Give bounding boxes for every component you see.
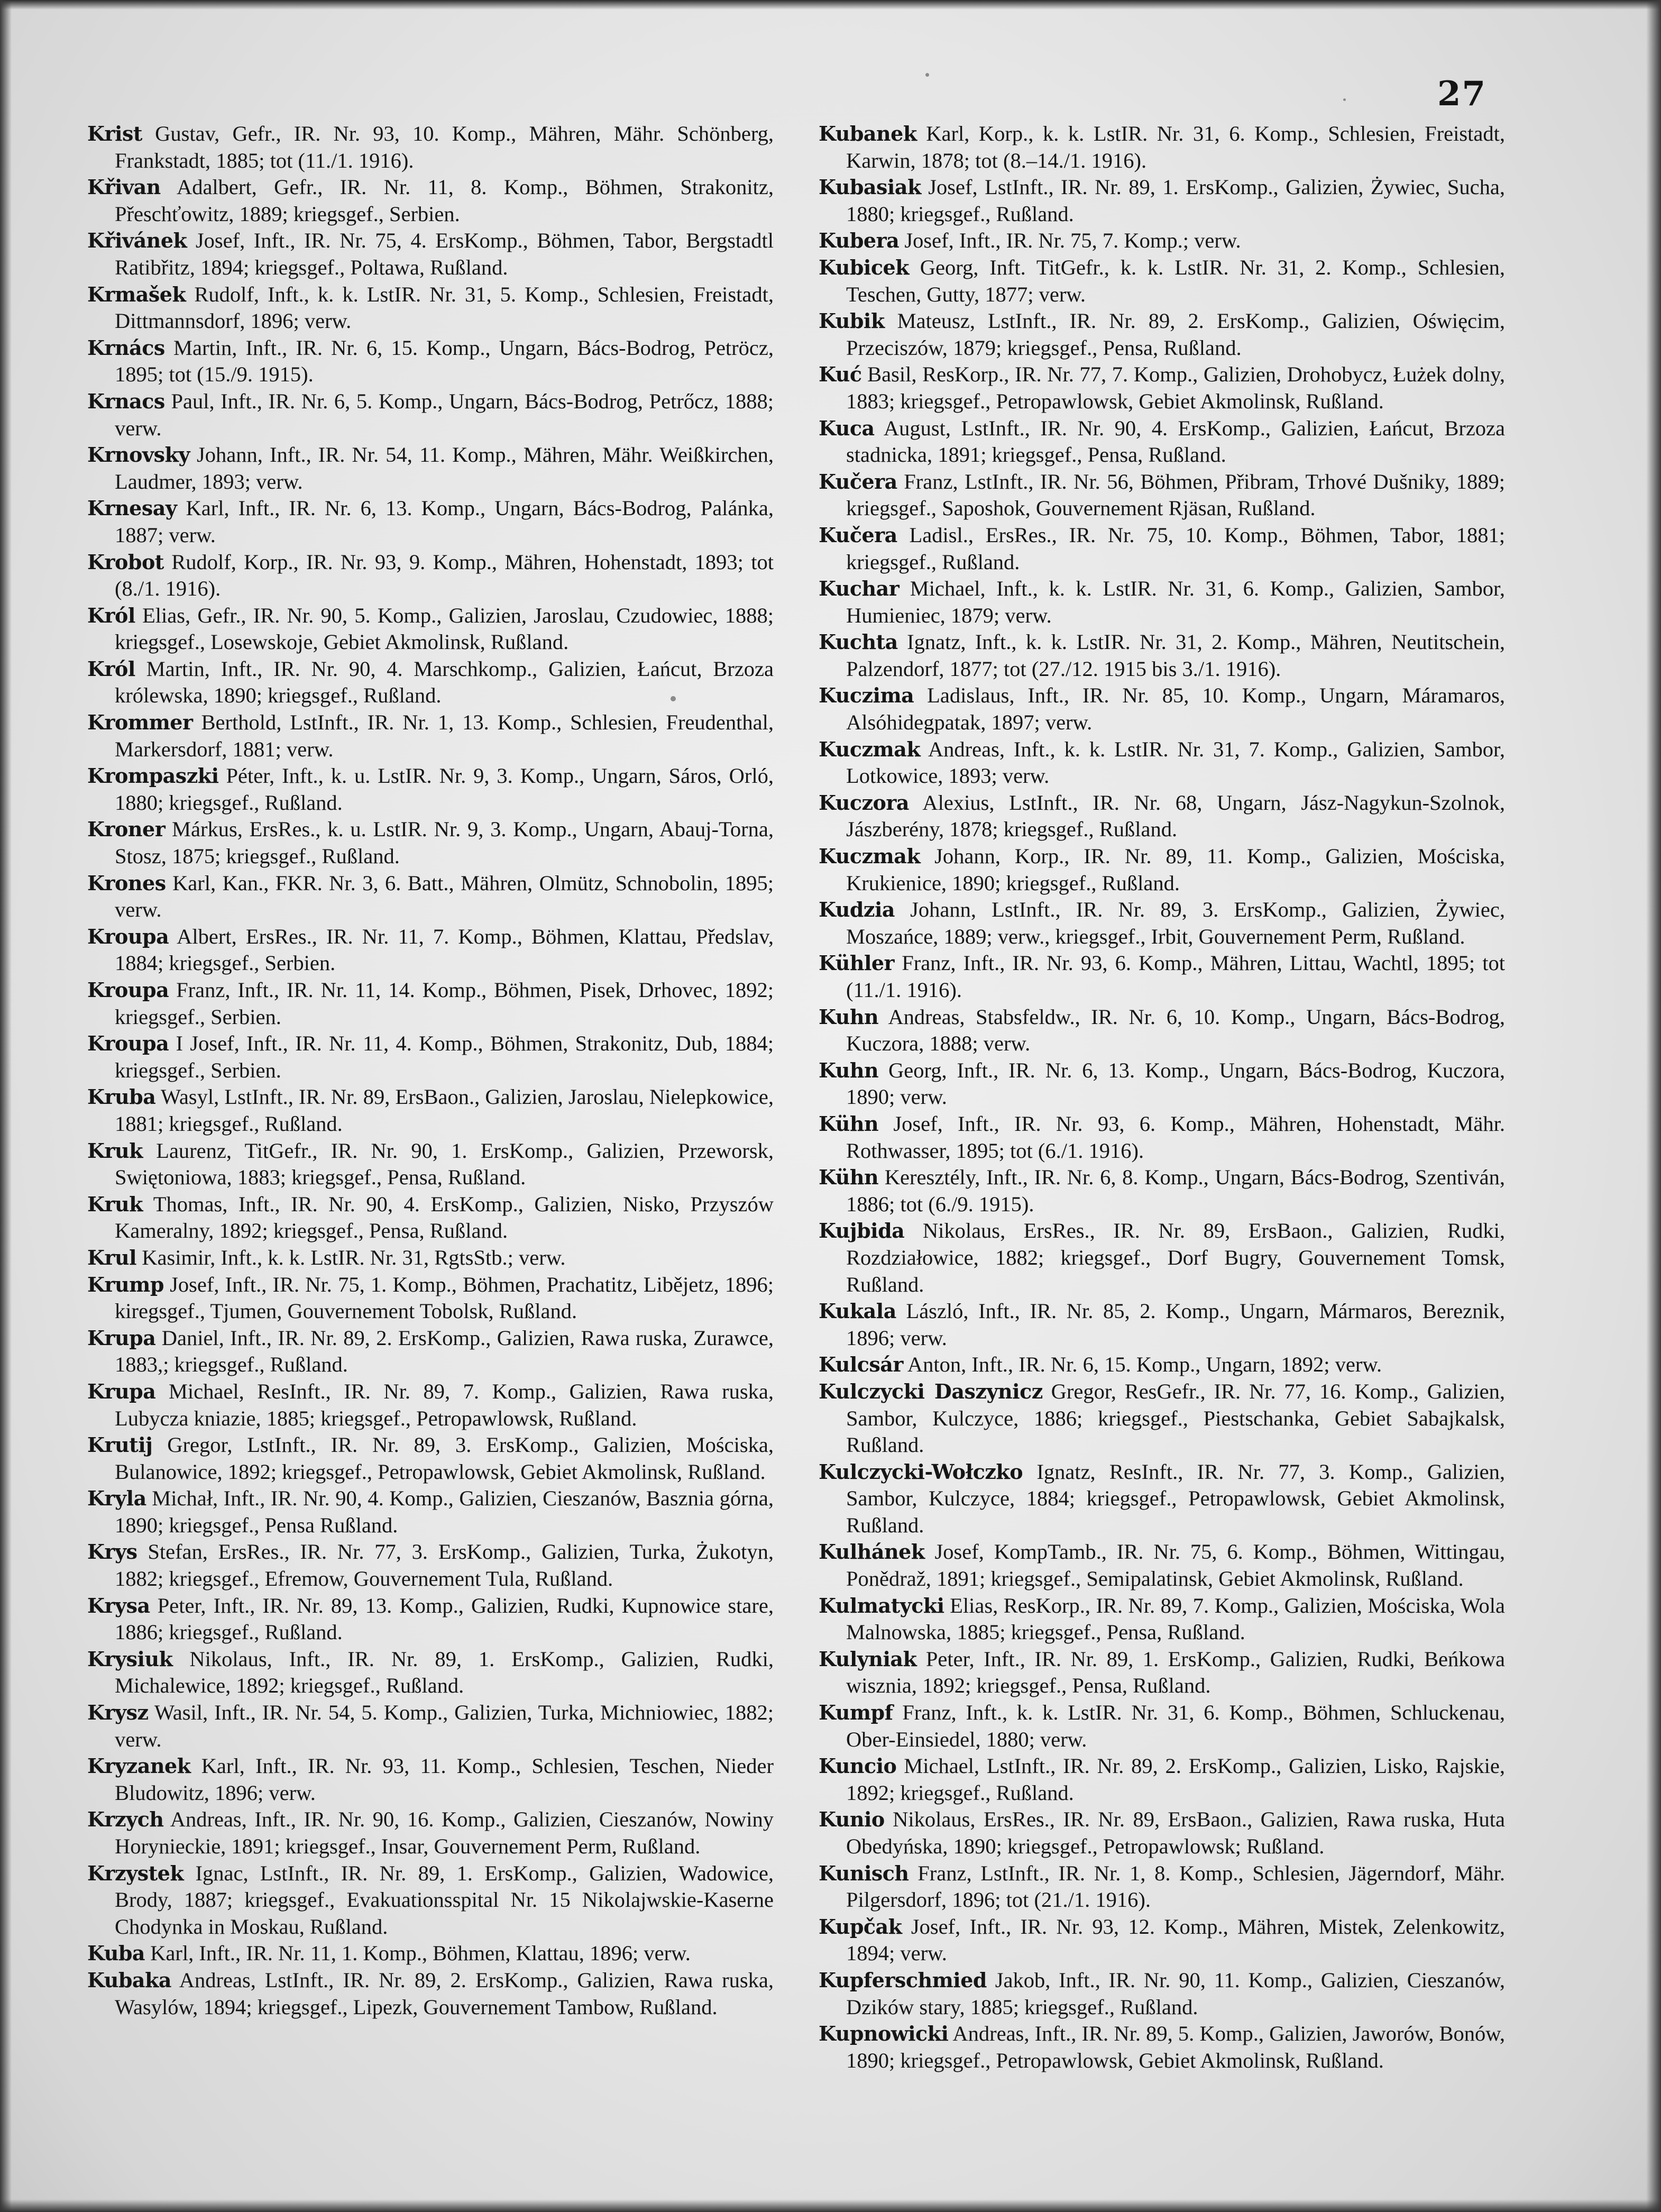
entry-details: Franz, LstInft., IR. Nr. 1, 8. Komp., Schlesien, Jägerndorf, Mähr. Pilgersdorf, 1896; tot (21./1. 1916). — [846, 1861, 1505, 1912]
entry-surname: Kubanek — [819, 122, 917, 145]
entry-details: Daniel, Inft., IR. Nr. 89, 2. ErsKomp., Galizien, Rawa ruska, Zurawce, 1883,; kriegsgef., Rußland. — [115, 1326, 774, 1377]
entry-details: Johann, Korp., IR. Nr. 89, 11. Komp., Galizien, Mościska, Krukienice, 1890; kriegsgef., Rußland. — [846, 844, 1505, 895]
register-entry — [87, 816, 774, 870]
register-entry — [819, 1378, 1505, 1459]
register-entry — [87, 1191, 774, 1245]
entry-details: Stefan, ErsRes., IR. Nr. 77, 3. ErsKomp., Galizien, Turka, Żukotyn, 1882; kriegsgef., Efremow, Gouvernement Tula, Rußland. — [115, 1540, 774, 1591]
register-entry — [87, 121, 774, 174]
register-entry — [819, 308, 1505, 361]
register-entry — [819, 897, 1505, 950]
entry-details: August, LstInft., IR. Nr. 90, 4. ErsKomp., Galizien, Łańcut, Brzoza stadnicka, 1891; kriegsgef., Pensa, Rußland. — [846, 416, 1506, 467]
entry-surname: Krompaszki — [87, 764, 219, 788]
entry-details: Mateusz, LstInft., IR. Nr. 89, 2. ErsKomp., Galizien, Oświęcim, Przeciszów, 1879; kriegsgef., Pensa, Rußland. — [846, 309, 1505, 360]
register-entry — [87, 1860, 774, 1941]
register-entry — [87, 281, 774, 335]
entry-details: Jakob, Inft., IR. Nr. 90, 11. Komp., Galizien, Cieszanów, Dzików stary, 1885; kriegsgef., Rußland. — [846, 1968, 1506, 2019]
register-entry — [819, 174, 1505, 227]
entry-surname: Krobot — [87, 550, 164, 574]
scan-border-top — [0, 0, 1661, 10]
register-entry — [87, 1432, 774, 1485]
entry-details: Franz, LstInft., IR. Nr. 56, Böhmen, Přibram, Trhové Dušniky, 1889; kriegsgef., Saposhok, Gouvernement Rjäsan, Rußland. — [846, 469, 1506, 520]
entry-surname: Kukala — [819, 1299, 896, 1323]
entry-details: Andreas, LstInft., IR. Nr. 89, 2. ErsKomp., Galizien, Rawa ruska, Wasylów, 1894; kriegsgef., Lipezk, Gouvernement Tambow, Rußland. — [115, 1968, 774, 2019]
register-entry — [819, 950, 1505, 1003]
register-entry — [819, 1699, 1505, 1753]
entry-surname: Kujbida — [819, 1219, 905, 1243]
register-entry — [819, 843, 1505, 897]
entry-surname: Kulczycki Daszynicz — [819, 1379, 1043, 1403]
entry-details: Franz, Inft., IR. Nr. 11, 14. Komp., Böhmen, Pisek, Drhovec, 1892; kriegsgef., Serbien. — [115, 978, 774, 1029]
entry-details: Georg, Inft., IR. Nr. 6, 13. Komp., Ungarn, Bács-Bodrog, Kuczora, 1890; verw. — [846, 1058, 1506, 1109]
register-entry — [819, 1111, 1505, 1164]
entry-details: Johann, LstInft., IR. Nr. 89, 3. ErsKomp., Galizien, Żywiec, Moszańce, 1889; verw., kriegsgef., Irbit, Gouvernement Perm, Rußland. — [846, 898, 1506, 948]
entry-details: Alexius, LstInft., IR. Nr. 68, Ungarn, Jász-Nagykun-Szolnok, Jászberény, 1878; kriegsgef., Rußland. — [846, 790, 1505, 842]
entry-details: Márkus, ErsRes., k. u. LstIR. Nr. 9, 3. Komp., Ungarn, Abauj-Torna, Stosz, 1875; kriegsgef., Rußland. — [115, 817, 774, 869]
entry-surname: Kubik — [819, 309, 885, 333]
register-entry — [87, 1593, 774, 1646]
register-entry — [819, 1914, 1505, 1967]
entry-details: Gregor, LstInft., IR. Nr. 89, 3. ErsKomp., Galizien, Mościska, Bulanowice, 1892; kriegsgef., Petropawlowsk, Gebiet Akmolinsk, Rußland. — [115, 1433, 774, 1484]
register-entry — [87, 1940, 774, 1967]
entry-surname: Kulczycki-Wołczko — [819, 1459, 1023, 1484]
entry-details: Paul, Inft., IR. Nr. 6, 5. Komp., Ungarn, Bács-Bodrog, Petrőcz, 1888; verw. — [115, 389, 774, 440]
entry-surname: Křivan — [87, 175, 161, 199]
register-entry — [819, 1351, 1505, 1378]
entry-details: Josef, LstInft., IR. Nr. 89, 1. ErsKomp., Galizien, Żywiec, Sucha, 1880; kriegsgef., Rußland. — [846, 175, 1505, 226]
register-entry — [87, 924, 774, 977]
register-entry — [87, 656, 774, 709]
register-entry — [819, 1004, 1505, 1057]
register-entry — [87, 1325, 774, 1378]
entry-surname: Kupferschmied — [819, 1968, 987, 1992]
entry-details: László, Inft., IR. Nr. 85, 2. Komp., Ungarn, Mármaros, Bereznik, 1896; verw. — [846, 1299, 1506, 1350]
register-entry — [87, 495, 774, 549]
entry-details: Wasyl, LstInft., IR. Nr. 89, ErsBaon., Galizien, Jaroslau, Nielepkowice, 1881; kriegsgef., Rußland. — [115, 1085, 774, 1136]
register-entry — [819, 629, 1505, 682]
entry-surname: Kroupa — [87, 924, 169, 948]
entry-details: Kasimir, Inft., k. k. LstIR. Nr. 31, RgtsStb.; verw. — [142, 1245, 566, 1269]
register-entry — [819, 682, 1505, 736]
register-entry — [87, 388, 774, 442]
register-entry — [87, 1485, 774, 1539]
scan-border-bottom — [0, 2199, 1661, 2212]
register-entry — [819, 790, 1505, 843]
entry-surname: Kuncio — [819, 1754, 897, 1778]
entry-surname: Kuca — [819, 416, 875, 440]
entry-details: Thomas, Inft., IR. Nr. 90, 4. ErsKomp., Galizien, Nisko, Przyszów Kameralny, 1892; kriegsgef., Pensa, Rußland. — [115, 1192, 774, 1243]
entry-details: Gregor, ResGefr., IR. Nr. 77, 16. Komp., Galizien, Sambor, Kulczyce, 1886; kriegsgef., Piestschanka, Gebiet Sabajkalsk, Rußland. — [846, 1379, 1505, 1457]
register-entry — [819, 121, 1505, 174]
entry-surname: Krysz — [87, 1701, 149, 1725]
entry-details: Karl, Inft., IR. Nr. 93, 11. Komp., Schlesien, Teschen, Nieder Bludowitz, 1896; verw. — [115, 1754, 774, 1805]
entry-surname: Kruba — [87, 1085, 156, 1109]
paper-speck — [1343, 98, 1346, 101]
entry-surname: Krnovsky — [87, 443, 190, 467]
entry-surname: Kuhn — [819, 1004, 879, 1029]
register-entry — [87, 1245, 774, 1272]
entry-details: Ignatz, ResInft., IR. Nr. 77, 3. Komp., Galizien, Sambor, Kulczyce, 1884; kriegsgef., Petropawlowsk, Gebiet Akmolinsk, Rußland. — [846, 1459, 1505, 1537]
entry-surname: Kulhánek — [819, 1540, 925, 1564]
register-entry — [819, 736, 1505, 790]
entry-surname: Krul — [87, 1245, 137, 1269]
entry-details: Josef, Inft., IR. Nr. 93, 6. Komp., Mähren, Hohenstadt, Mähr. Rothwasser, 1895; tot (6./1. 1916). — [846, 1111, 1505, 1163]
register-entry — [87, 870, 774, 924]
entry-surname: Krysiuk — [87, 1647, 173, 1671]
entry-surname: Kryzanek — [87, 1754, 191, 1778]
entry-details: Karl, Kan., FKR. Nr. 3, 6. Batt., Mähren, Olmütz, Schnobolin, 1895; verw. — [115, 871, 774, 922]
entry-details: Michael, ResInft., IR. Nr. 89, 7. Komp., Galizien, Rawa ruska, Lubycza kniazie, 1885; kriegsgef., Petropawlowsk, Rußland. — [115, 1379, 774, 1430]
entry-details: Basil, ResKorp., IR. Nr. 77, 7. Komp., Galizien, Drohobycz, Łużek dolny, 1883; kriegsgef., Petropawlowsk, Gebiet Akmolinsk, Rußland. — [846, 362, 1505, 413]
entry-details: Andreas, Inft., IR. Nr. 90, 16. Komp., Galizien, Cieszanów, Nowiny Horynieckie, 1891; kriegsgef., Insar, Gouvernement Perm, Rußland. — [115, 1807, 774, 1858]
entry-surname: Kuczmak — [819, 844, 921, 869]
entry-surname: Kubasiak — [819, 175, 921, 199]
entry-details: Keresztély, Inft., IR. Nr. 6, 8. Komp., Ungarn, Bács-Bodrog, Szentiván, 1886; tot (6./9. 1915). — [846, 1165, 1505, 1216]
register-entry — [87, 1084, 774, 1137]
entry-details: Andreas, Inft., IR. Nr. 89, 5. Komp., Galizien, Jaworów, Bonów, 1890; kriegsgef., Petropawlowsk, Gebiet Akmolinsk, Rußland. — [846, 2022, 1506, 2072]
entry-details: Michael, Inft., k. k. LstIR. Nr. 31, 6. Komp., Galizien, Sambor, Humieniec, 1879; verw. — [846, 577, 1505, 627]
register-entry — [87, 1138, 774, 1191]
register-entry — [819, 1218, 1505, 1298]
entry-details: Laurenz, TitGefr., IR. Nr. 90, 1. ErsKomp., Galizien, Przeworsk, Swiętoniowa, 1883; kriegsgef., Pensa, Rußland. — [115, 1138, 774, 1190]
entry-surname: Król — [87, 603, 135, 627]
register-entry — [87, 335, 774, 388]
entry-surname: Kuchta — [819, 630, 898, 654]
register-entry — [819, 1593, 1505, 1646]
entry-details: Josef, Inft., IR. Nr. 93, 12. Komp., Mähren, Mistek, Zelenkowitz, 1894; verw. — [846, 1914, 1506, 1966]
entry-surname: Kunio — [819, 1807, 885, 1832]
entry-surname: Kudzia — [819, 898, 895, 922]
register-entry — [819, 227, 1505, 254]
entry-surname: Kučera — [819, 523, 897, 547]
scan-border-right — [1646, 0, 1661, 2212]
entry-details: Ignac, LstInft., IR. Nr. 89, 1. ErsKomp., Galizien, Wadowice, Brody, 1887; kriegsgef., Evakuationsspital Nr. 15 Nikolajwskie-Kaserne Chodynka in Moskau, Rußland. — [115, 1861, 774, 1939]
entry-details: Nikolaus, ErsRes., IR. Nr. 89, ErsBaon., Galizien, Rudki, Rozdziałowice, 1882; kriegsgef., Dorf Bugry, Gouvernement Tomsk, Rußland. — [846, 1219, 1506, 1296]
register-entry — [87, 174, 774, 227]
entry-details: Johann, Inft., IR. Nr. 54, 11. Komp., Mähren, Mähr. Weißkirchen, Laudmer, 1893; verw. — [115, 443, 774, 493]
scan-border-left — [0, 0, 12, 2212]
entry-details: Peter, Inft., IR. Nr. 89, 13. Komp., Galizien, Rudki, Kupnowice stare, 1886; kriegsgef., Rußland. — [115, 1593, 774, 1644]
entry-surname: Kunisch — [819, 1861, 909, 1885]
entry-surname: Kumpf — [819, 1701, 893, 1725]
entry-details: Berthold, LstInft., IR. Nr. 1, 13. Komp., Schlesien, Freudenthal, Markersdorf, 1881; verw. — [115, 710, 774, 761]
entry-surname: Kuczima — [819, 683, 914, 708]
register-entry — [87, 1967, 774, 2021]
register-entry — [819, 1806, 1505, 1860]
entry-surname: Kühler — [819, 951, 895, 975]
register-entry — [87, 1646, 774, 1699]
entry-surname: Kuć — [819, 362, 862, 387]
entry-surname: Kroupa — [87, 1031, 169, 1056]
entry-surname: Krutij — [87, 1433, 153, 1457]
entry-surname: Kulmatycki — [819, 1593, 944, 1617]
register-entry — [819, 575, 1505, 629]
entry-surname: Kuczora — [819, 790, 910, 815]
entry-surname: Kryla — [87, 1486, 146, 1511]
register-entry — [819, 1164, 1505, 1218]
entry-details: Josef, Inft., IR. Nr. 75, 7. Komp.; verw. — [904, 228, 1241, 253]
entry-surname: Krysa — [87, 1593, 150, 1617]
register-entry — [819, 522, 1505, 575]
register-entry — [819, 361, 1505, 415]
entry-surname: Krzych — [87, 1807, 164, 1832]
register-entry — [87, 227, 774, 281]
entry-surname: Kroner — [87, 817, 166, 842]
entry-details: Karl, Inft., IR. Nr. 11, 1. Komp., Böhmen, Klattau, 1896; verw. — [150, 1941, 691, 1966]
entry-surname: Krump — [87, 1272, 164, 1296]
entry-details: Martin, Inft., IR. Nr. 90, 4. Marschkomp., Galizien, Łańcut, Brzoza królewska, 1890; kriegsgef., Rußland. — [115, 656, 774, 708]
entry-details: Elias, Gefr., IR. Nr. 90, 5. Komp., Galizien, Jaroslau, Czudowiec, 1888; kriegsgef., Losewskoje, Gebiet Akmolinsk, Rußland. — [115, 603, 774, 654]
entry-surname: Krnács — [87, 335, 165, 360]
register-entry — [819, 1539, 1505, 1592]
entry-surname: Kučera — [819, 469, 897, 493]
entry-surname: Krones — [87, 871, 166, 895]
entry-details: Ladisl., ErsRes., IR. Nr. 75, 10. Komp., Böhmen, Tabor, 1881; kriegsgef., Rußland. — [846, 523, 1505, 574]
entry-details: Ladislaus, Inft., IR. Nr. 85, 10. Komp., Ungarn, Máramaros, Alsóhidegpatak, 1897; verw. — [846, 683, 1505, 735]
entry-details: Josef, KompTamb., IR. Nr. 75, 6. Komp., Böhmen, Wittingau, Ponědraž, 1891; kriegsgef., Semipalatinsk, Gebiet Akmolinsk, Rußland. — [846, 1540, 1505, 1591]
entry-surname: Krys — [87, 1540, 137, 1564]
entry-details: Rudolf, Korp., IR. Nr. 93, 9. Komp., Mähren, Hohenstadt, 1893; tot (8./1. 1916). — [115, 550, 774, 601]
entry-details: Franz, Inft., k. k. LstIR. Nr. 31, 6. Komp., Böhmen, Schluckenau, Ober-Einsiedel, 1880; verw. — [846, 1701, 1505, 1751]
register-entry — [819, 1860, 1505, 1914]
entry-surname: Kubicek — [819, 255, 909, 279]
entry-surname: Kühn — [819, 1165, 879, 1190]
entry-surname: Kupčak — [819, 1914, 902, 1939]
register-entry — [819, 1459, 1505, 1539]
entry-details: Elias, ResKorp., IR. Nr. 89, 7. Komp., Galizien, Mościska, Wola Malnowska, 1885; kriegsgef., Pensa, Rußland. — [846, 1593, 1505, 1644]
page-number: 27 — [1437, 74, 1486, 114]
entry-surname: Kubera — [819, 228, 900, 253]
entry-surname: Król — [87, 656, 135, 681]
entry-surname: Krupa — [87, 1379, 156, 1403]
entry-surname: Kühn — [819, 1111, 879, 1136]
register-entry — [819, 1646, 1505, 1699]
register-entry — [87, 1539, 774, 1592]
entry-details: Karl, Inft., IR. Nr. 6, 13. Komp., Ungarn, Bács-Bodrog, Palánka, 1887; verw. — [115, 496, 774, 547]
entry-surname: Krzystek — [87, 1861, 184, 1885]
entry-details: Michał, Inft., IR. Nr. 90, 4. Komp., Galizien, Cieszanów, Basznia górna, 1890; kriegsgef., Pensa Rußland. — [115, 1486, 774, 1537]
entry-details: Péter, Inft., k. u. LstIR. Nr. 9, 3. Komp., Ungarn, Sáros, Orló, 1880; kriegsgef., Rußland. — [115, 764, 774, 815]
entry-surname: Krnacs — [87, 389, 165, 413]
entry-details: Andreas, Stabsfeldw., IR. Nr. 6, 10. Komp., Ungarn, Bács-Bodrog, Kuczora, 1888; verw. — [846, 1004, 1506, 1056]
entry-details: Franz, Inft., IR. Nr. 93, 6. Komp., Mähren, Littau, Wachtl, 1895; tot (11./1. 1916). — [846, 951, 1505, 1002]
entry-details: I Josef, Inft., IR. Nr. 11, 4. Komp., Böhmen, Strakonitz, Dub, 1884; kriegsgef., Serbien. — [115, 1031, 774, 1082]
entry-details: Georg, Inft. TitGefr., k. k. LstIR. Nr. 31, 2. Komp., Schlesien, Teschen, Gutty, 1877; verw. — [846, 255, 1505, 306]
entry-details: Nikolaus, Inft., IR. Nr. 89, 1. ErsKomp., Galizien, Rudki, Michalewice, 1892; kriegsgef., Rußland. — [115, 1647, 774, 1698]
register-entry — [87, 1753, 774, 1806]
entry-details: Nikolaus, ErsRes., IR. Nr. 89, ErsBaon., Galizien, Rawa ruska, Huta Obedyńska, 1890; kriegsgef., Petropawlowsk; Rußland. — [846, 1807, 1505, 1858]
entry-surname: Kubaka — [87, 1968, 171, 1992]
register-entry — [819, 1753, 1505, 1806]
entry-details: Wasil, Inft., IR. Nr. 54, 5. Komp., Galizien, Turka, Michniowiec, 1882; verw. — [115, 1701, 774, 1751]
right-column — [819, 121, 1505, 2074]
entry-details: Rudolf, Inft., k. k. LstIR. Nr. 31, 5. Komp., Schlesien, Freistadt, Dittmannsdorf, 1896; verw. — [115, 282, 774, 333]
register-entry — [819, 1967, 1505, 2021]
entry-surname: Kupnowicki — [819, 2022, 949, 2046]
entry-surname: Křivánek — [87, 228, 187, 253]
register-entry — [87, 442, 774, 495]
entry-surname: Kuhn — [819, 1058, 879, 1082]
register-entry — [819, 1057, 1505, 1111]
register-entry — [819, 469, 1505, 522]
register-entry — [87, 1699, 774, 1753]
entry-surname: Kuchar — [819, 577, 900, 601]
register-entry — [87, 1378, 774, 1432]
entry-surname: Kuczmak — [819, 737, 921, 761]
left-column — [87, 121, 774, 2021]
entry-details: Ignatz, Inft., k. k. LstIR. Nr. 31, 2. Komp., Mähren, Neutitschein, Palzendorf, 1877; tot (27./12. 1915 bis 3./1. 1916). — [846, 630, 1505, 681]
entry-details: Martin, Inft., IR. Nr. 6, 15. Komp., Ungarn, Bács-Bodrog, Petröcz, 1895; tot (15./9. 1915). — [115, 335, 774, 387]
register-entry — [87, 1272, 774, 1325]
entry-surname: Krommer — [87, 710, 193, 735]
register-entry — [87, 763, 774, 816]
register-entry — [819, 415, 1505, 469]
register-entry — [87, 549, 774, 602]
entry-details: Andreas, Inft., k. k. LstIR. Nr. 31, 7. Komp., Galizien, Sambor, Lotkowice, 1893; verw. — [846, 737, 1506, 788]
entry-surname: Kruk — [87, 1192, 143, 1216]
entry-details: Karl, Korp., k. k. LstIR. Nr. 31, 6. Komp., Schlesien, Freistadt, Karwin, 1878; tot (8.–14./1. 1916). — [846, 122, 1505, 172]
entry-details: Gustav, Gefr., IR. Nr. 93, 10. Komp., Mähren, Mähr. Schönberg, Frankstadt, 1885; tot (11./1. 1916). — [115, 122, 774, 172]
entry-surname: Krmašek — [87, 282, 186, 306]
entry-details: Anton, Inft., IR. Nr. 6, 15. Komp., Ungarn, 1892; verw. — [907, 1352, 1382, 1377]
entry-surname: Kroupa — [87, 978, 169, 1002]
entry-surname: Kruk — [87, 1138, 143, 1163]
entry-surname: Kulyniak — [819, 1647, 917, 1671]
entry-surname: Krupa — [87, 1326, 156, 1350]
entry-details: Adalbert, Gefr., IR. Nr. 11, 8. Komp., Böhmen, Strakonitz, Přeschťowitz, 1889; kriegsgef., Serbien. — [115, 175, 774, 226]
register-entry — [87, 1030, 774, 1084]
entry-surname: Kulcsár — [819, 1352, 903, 1377]
entry-surname: Kuba — [87, 1941, 145, 1966]
entry-surname: Krist — [87, 122, 142, 145]
register-entry — [87, 1806, 774, 1860]
entry-details: Josef, Inft., IR. Nr. 75, 1. Komp., Böhmen, Prachatitz, Liběјetz, 1896; kiregsgef., Tjumen, Gouvernement Tobolsk, Rußland. — [115, 1272, 774, 1323]
register-entry — [87, 709, 774, 763]
register-entry — [819, 1298, 1505, 1351]
register-entry — [819, 2021, 1505, 2074]
entry-details: Albert, ErsRes., IR. Nr. 11, 7. Komp., Böhmen, Klattau, Předslav, 1884; kriegsgef., Serbien. — [115, 924, 774, 975]
entry-surname: Krnesay — [87, 496, 177, 520]
register-entry — [87, 602, 774, 656]
register-entry — [819, 254, 1505, 308]
paper-speck — [925, 73, 929, 77]
entry-details: Josef, Inft., IR. Nr. 75, 4. ErsKomp., Böhmen, Tabor, Bergstadtl Ratibřitz, 1894; kriegsgef., Poltawa, Rußland. — [115, 228, 774, 279]
entry-details: Peter, Inft., IR. Nr. 89, 1. ErsKomp., Galizien, Rudki, Beńkowa wisznia, 1892; kriegsgef., Pensa, Rußland. — [846, 1647, 1506, 1698]
entry-details: Michael, LstInft., IR. Nr. 89, 2. ErsKomp., Galizien, Lisko, Rajskie, 1892; kriegsgef., Rußland. — [846, 1754, 1506, 1805]
register-entry — [87, 977, 774, 1030]
